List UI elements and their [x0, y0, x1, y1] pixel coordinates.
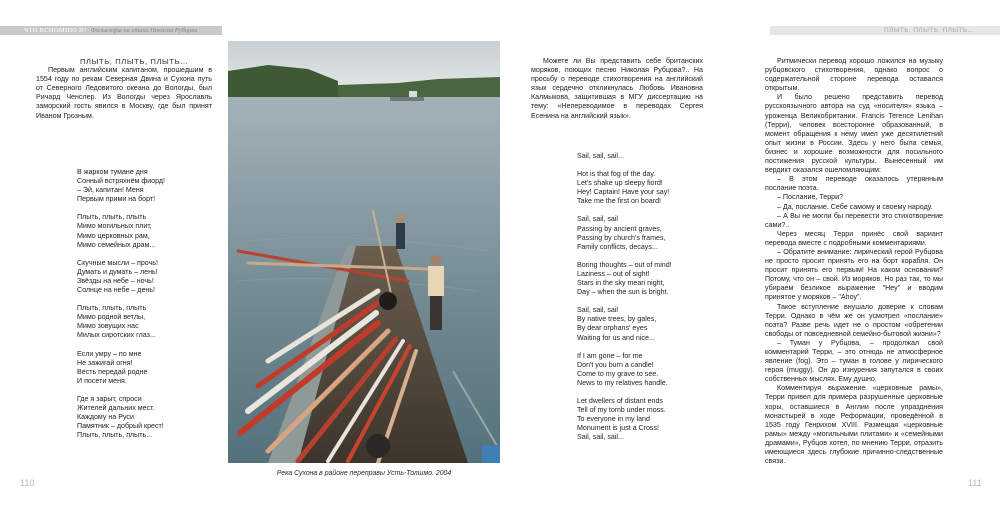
english-poem-line: Day – when the sun is bright. — [577, 288, 669, 297]
english-poem-line: Sail, sail, sail — [577, 306, 619, 315]
right-intro-column — [531, 57, 703, 121]
article-paragraph: – Обратите внимание: лирический герой Рубцова не просто просит принять его на борт корабля. Он просит принять его первым! На каком основании? Потому, что он – свой. Из моряков. Но раз так, то мы убираем безликое выражение "Hey" и вводим принятое у моряков – "Ahoy". — [765, 247, 943, 302]
russian-poem-stanza — [77, 395, 165, 440]
russian-poem-line: – Эй, капитан! Меня — [77, 186, 144, 195]
english-poem-line: Passing by ancient graves, — [577, 224, 662, 233]
russian-poem-stanza — [77, 168, 165, 204]
english-poem-stanza — [577, 397, 672, 442]
left-intro-column — [36, 57, 212, 121]
running-header-right: ПЛЫТЬ, ПЛЫТЬ, ПЛЫТЬ... — [770, 26, 1000, 35]
english-poem-line: Sail, sail, sail — [577, 215, 619, 224]
article-paragraph: И было решено представить перевод русскоязычного автора на суд «носителя» языка – уроженца Великобритании. Francis Terence Lenihan (Терри), человек всесторонне образованный, в момент обращения к нему имел уже десятилетний опыт жизни в России. Здесь у него была семья, бизнес и хорошие возможности для посильного постижения русской культуры. Вынесенный им вердикт оказался ошеломляющим: — [765, 93, 943, 175]
russian-poem-line: Мимо могильных плит, — [77, 222, 152, 231]
english-poem-line: Let's shake up sleepy fiord! — [577, 179, 663, 188]
russian-poem-line: Памятник – добрый крест! — [77, 422, 164, 431]
russian-poem-line: Мимо родной ветлы, — [77, 313, 146, 322]
english-poem-line: Take me the first on board! — [577, 197, 661, 206]
english-poem-line: Family conflicts, decays... — [577, 242, 658, 251]
river-ferry-photo — [228, 41, 500, 463]
russian-poem-line: Весть передай родне — [77, 367, 148, 376]
english-poem-line: Hot is that fog of the day. — [577, 170, 656, 179]
article-paragraph: Комментируя выражение «церковные рамы», Терри привел для примера разрушенные церковные хоры, оставшиеся в Англии после упразднения монастырей в ходе Реформации, проведённой в 1535 году Генрихом XVIII. Размещая «церковные рамы» между «могильными плитами» и «семейными драмами», Рубцов хотел, по мнению Терри, отразить имеющиеся здесь глубокие причинно-следственные связи. — [765, 384, 943, 466]
article-paragraph: – В этом переводе оказалось утерянным послание поэта. — [765, 175, 943, 193]
russian-poem-line: И посети меня. — [77, 376, 127, 385]
english-poem-line: Tell of my tomb under moss. — [577, 406, 666, 415]
russian-poem-stanza — [77, 304, 165, 340]
russian-poem-line: Мимо зовущих нас — [77, 322, 139, 331]
running-header-left — [0, 26, 222, 35]
photo-caption: Река Сухона в районе переправы Усть-Толшмо. 2004 — [276, 470, 452, 477]
english-poem-line: By dear orphans' eyes — [577, 324, 648, 333]
english-poem-line: Don't you burn a candle! — [577, 360, 654, 369]
english-poem-line: By native trees, by gales, — [577, 315, 657, 324]
english-poem-line: Sail, sail, sail... — [577, 152, 624, 160]
article-paragraph: – А Вы не могли бы перевести это стихотворение сами?.. — [765, 211, 943, 229]
english-poem-stanza — [577, 306, 672, 342]
english-poem-line: Waiting for us and nice... — [577, 333, 655, 342]
russian-poem-line: Звёзды на небе – ночь! — [77, 276, 154, 285]
article-paragraph: – Туман у Рубцова, – продолжал свой комментарий Терри, – это отнюдь не атмосферное явление (fog). Это – туман в голове у лирического героя (muggy). Он до изнурения запутался в своих собственных мыслях. Ему душно. — [765, 338, 943, 384]
chapter-title: ЧТО ВСПОМНЮ Я? — [24, 27, 87, 34]
english-poem-line: To everyone in my land — [577, 415, 650, 424]
english-poem-line: News to my relatives handle. — [577, 378, 668, 387]
english-poem-line: Sail, sail, sail... — [577, 433, 624, 442]
english-poem-line: Boring thoughts – out of mind! — [577, 260, 672, 269]
article-column — [765, 57, 943, 466]
english-poem-line: Passing by church's frames, — [577, 233, 666, 242]
russian-poem-line: Плыть, плыть, плыть... — [77, 431, 153, 440]
english-poem-stanza — [577, 170, 672, 206]
article-paragraph: – Послание, Терри? — [777, 193, 844, 202]
russian-poem — [77, 168, 165, 449]
right-intro-paragraph: Можете ли Вы представить себе британских моряков, поющих песню Николая Рубцова?.. На просьбу о переводе стихотворения на английский язык сердечно откликнулась Любовь Ивановна Калмыкова, защитившая в МГУ диссертацию на тему: «Непереводимое в переводах Сергея Есенина на английский язык». — [531, 57, 703, 120]
russian-poem-line: Скучные мысли – прочь! — [77, 258, 158, 267]
russian-poem-line: Не зажигай огня! — [77, 358, 133, 367]
article-paragraph: – Да, послание. Себе самому и своему народу. — [777, 202, 933, 211]
russian-poem-line: Плыть, плыть, плыть — [77, 304, 147, 313]
english-poem-line: Stars in the sky mean night, — [577, 279, 665, 288]
english-poem-stanza — [577, 261, 672, 297]
russian-poem-line: Мимо церковных рам, — [77, 231, 150, 240]
article-paragraph: Ритмически перевод хорошо ложился на музыку рубцовского стихотворения, однако вопрос о содержательной стороне перевода оставался открытым. — [765, 57, 943, 93]
english-poem-stanza — [577, 352, 672, 388]
russian-poem-line: Думать и думать – лень! — [77, 267, 158, 276]
english-poem-stanza — [577, 215, 672, 251]
article-paragraph: Такое вступление внушало доверие к словам Терри. Однако в чём же он усмотрел «послание» поэта? Разве речь идет не о простом «обретении свободы от повседневной семейно-бытовой жизни»? — [765, 302, 943, 338]
russian-poem-line: Милых сиротских глаз... — [77, 331, 156, 340]
russian-poem-line: Плыть, плыть, плыть — [77, 213, 147, 222]
page-number-left: 110 — [20, 478, 35, 488]
russian-poem-line: Первым прими на борт! — [77, 195, 156, 204]
russian-poem-stanza — [77, 213, 165, 249]
english-poem — [577, 152, 672, 451]
russian-poem-stanza — [77, 350, 165, 386]
russian-poem-line: В жарком тумане дня — [77, 168, 148, 176]
english-poem-line: Come to my grave to see. — [577, 369, 659, 378]
russian-poem-line: Где я зарыт, спроси — [77, 394, 142, 403]
english-poem-line: Let dwellers of distant ends — [577, 396, 663, 405]
section-title: Фольклоры на стихи Николая Рубцова — [90, 27, 198, 34]
russian-poem-line: Если умру – по мне — [77, 349, 142, 358]
russian-poem-stanza — [77, 259, 165, 295]
page-number-right: 111 — [968, 478, 982, 488]
russian-poem-line: Солнце на небе – день! — [77, 286, 155, 295]
left-intro-paragraph: Первым английским капитаном, прошедшим в 1554 году по рекам Северная Двина и Сухона путь от Северного Ледовитого океана до Вологды, был Ричард Ченслер. Из Вологды через Ярославль заморский гость явился в Москву, где был принят Иваном Грозным. — [36, 66, 212, 120]
english-poem-line: Monument is just a Cross! — [577, 424, 660, 433]
russian-poem-line: Сонный встряхнём фиорд! — [77, 177, 166, 186]
poem-title: ПЛЫТЬ, ПЛЫТЬ, ПЛЫТЬ... — [80, 57, 189, 66]
english-poem-line: Laziness – out of sight! — [577, 269, 650, 278]
russian-poem-line: Жителей дальних мест. — [77, 403, 155, 412]
article-paragraph: Через месяц Терри принёс свой вариант перевода вместе с подробными комментариями. — [765, 229, 943, 247]
russian-poem-line: Каждому на Руси — [77, 413, 134, 422]
english-poem-line: If I am gone – for me — [577, 351, 643, 360]
russian-poem-line: Мимо семейных драм... — [77, 240, 156, 249]
english-poem-line: Hey! Captain! Have your say! — [577, 188, 670, 197]
english-poem-stanza — [577, 152, 672, 161]
